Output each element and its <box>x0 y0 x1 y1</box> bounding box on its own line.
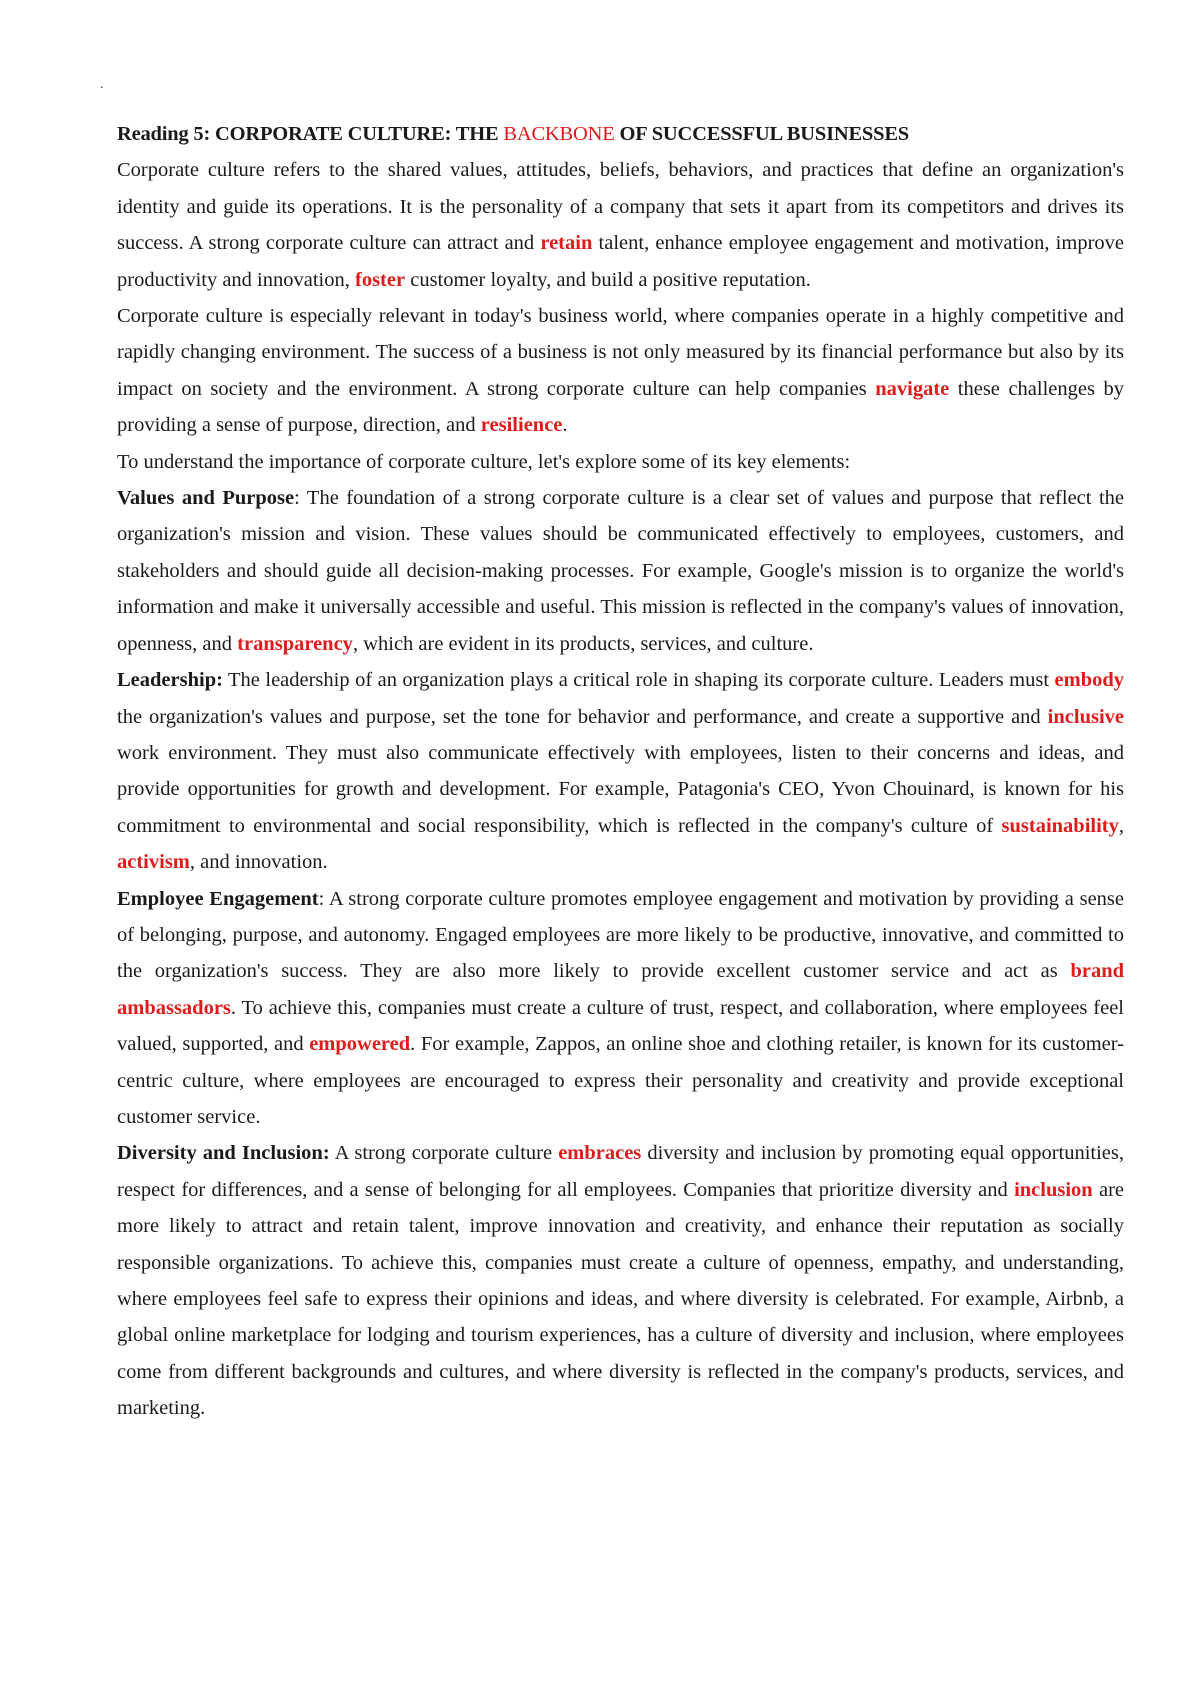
text: customer loyalty, and build a positive reputation. <box>405 268 811 291</box>
text: , <box>1118 814 1124 837</box>
text: the organization's values and purpose, set the tone for behavior and performance, and create a supportive and <box>117 705 1048 728</box>
text: The leadership of an organization plays a critical role in shaping its corporate culture. Leaders must <box>222 669 1055 692</box>
section-heading-diversity: Diversity and Inclusion: <box>117 1142 330 1165</box>
title-text-end: OF SUCCESSFUL BUSINESSES <box>614 123 909 145</box>
text: work environment. They must also communicate effectively with employees, listen to their concerns and ideas, and provide opportunities for growth and development. For example, Patagonia's CEO, Yvon Chouinard, is known for his commitment to environmental and social responsibility, which is reflected in the company's culture of <box>117 741 1124 837</box>
keyword-foster: foster <box>355 268 406 291</box>
reading-title <box>117 116 1124 152</box>
keyword-brand-ambassadors: brand ambassadors <box>117 960 1124 1019</box>
section-heading-engagement: Employee Engagement <box>117 887 319 910</box>
keyword-empowered: empowered <box>309 1033 411 1056</box>
keyword-navigate: navigate <box>875 377 950 400</box>
title-text: Reading 5: CORPORATE CULTURE: THE <box>117 123 504 145</box>
text: . To achieve this, companies must create a culture of trust, respect, and collaboration, where employees feel valued, supported, and <box>117 996 1124 1056</box>
paragraph-employee-engagement <box>117 881 1124 1136</box>
section-heading-values: Values and Purpose <box>117 487 295 510</box>
text: Corporate culture is especially relevant in today's business world, where companies operate in a highly competitive and rapidly changing environment. The success of a business is not only measured by its financial performance but also by its impact on society and the environment. A strong corporate culture can help companies <box>117 305 1124 400</box>
text: are more likely to attract and retain talent, improve innovation and creativity, and enhance their reputation as socially responsible organizations. To achieve this, companies must create a culture of openness, empathy, and understanding, where employees feel safe to express their opinions and ideas, and where diversity is celebrated. For example, Airbnb, a global online marketplace for lodging and tourism experiences, has a culture of diversity and inclusion, where employees come from different backgrounds and cultures, and where diversity is reflected in the company's products, services, and marketing. <box>117 1178 1124 1420</box>
keyword-retain: retain <box>540 232 593 255</box>
title-highlight: BACKBONE <box>503 123 615 145</box>
text: diversity and inclusion by promoting equal opportunities, respect for differences, and a sense of belonging for all employees. Companies that prioritize diversity and <box>117 1142 1125 1201</box>
paragraph-values-purpose <box>117 480 1124 662</box>
keyword-embody: embody <box>1054 669 1124 692</box>
keyword-inclusive: inclusive <box>1047 705 1124 728</box>
paragraph-diversity-inclusion <box>117 1135 1124 1426</box>
keyword-inclusion: inclusion <box>1014 1178 1093 1201</box>
paragraph-elements-intro <box>117 444 1124 480</box>
text: . <box>562 414 568 437</box>
text: , and innovation. <box>189 851 328 874</box>
paragraph-relevance <box>117 298 1124 444</box>
text: . For example, Zappos, an online shoe and clothing retailer, is known for its customer-centric culture, where employees are encouraged to express their personality and creativity and provide exceptional customer service. <box>117 1033 1124 1128</box>
text: : A strong corporate culture promotes employee engagement and motivation by providing a sense of belonging, purpose, and autonomy. Engaged employees are more likely to be productive, innovative, and committed to the organization's success. They are also more likely to provide excellent customer service and act as <box>117 887 1125 983</box>
page-marker-dot: . <box>100 77 104 92</box>
keyword-transparency: transparency <box>237 632 353 655</box>
keyword-sustainability: sustainability <box>1001 814 1119 837</box>
text: Corporate culture refers to the shared values, attitudes, beliefs, behaviors, and practices that define an organization's identity and guide its operations. It is the personality of a company that sets it apart from its competitors and drives its success. A strong corporate culture can attract and <box>117 159 1124 255</box>
text: these challenges by providing a sense of purpose, direction, and <box>117 377 1124 437</box>
paragraph-leadership <box>117 662 1124 880</box>
paragraph-intro <box>117 152 1124 298</box>
text: , which are evident in its products, services, and culture. <box>352 632 814 655</box>
text: To understand the importance of corporate culture, let's explore some of its key elements: <box>117 450 851 473</box>
keyword-resilience: resilience <box>480 414 563 437</box>
section-heading-leadership: Leadership: <box>117 669 223 692</box>
text: A strong corporate culture <box>329 1142 559 1165</box>
text: : The foundation of a strong corporate culture is a clear set of values and purpose that reflect the organization's mission and vision. These values should be communicated effectively to employees, customers, and stakeholders and should guide all decision-making processes. For example, Google's mission is to organize the world's information and make it universally accessible and useful. This mission is reflected in the company's values of innovation, openness, and <box>117 487 1124 655</box>
keyword-activism: activism <box>117 851 190 874</box>
keyword-embraces: embraces <box>558 1142 642 1165</box>
document-page <box>117 78 1124 1427</box>
text: talent, enhance employee engagement and motivation, improve productivity and innovation, <box>117 232 1124 291</box>
